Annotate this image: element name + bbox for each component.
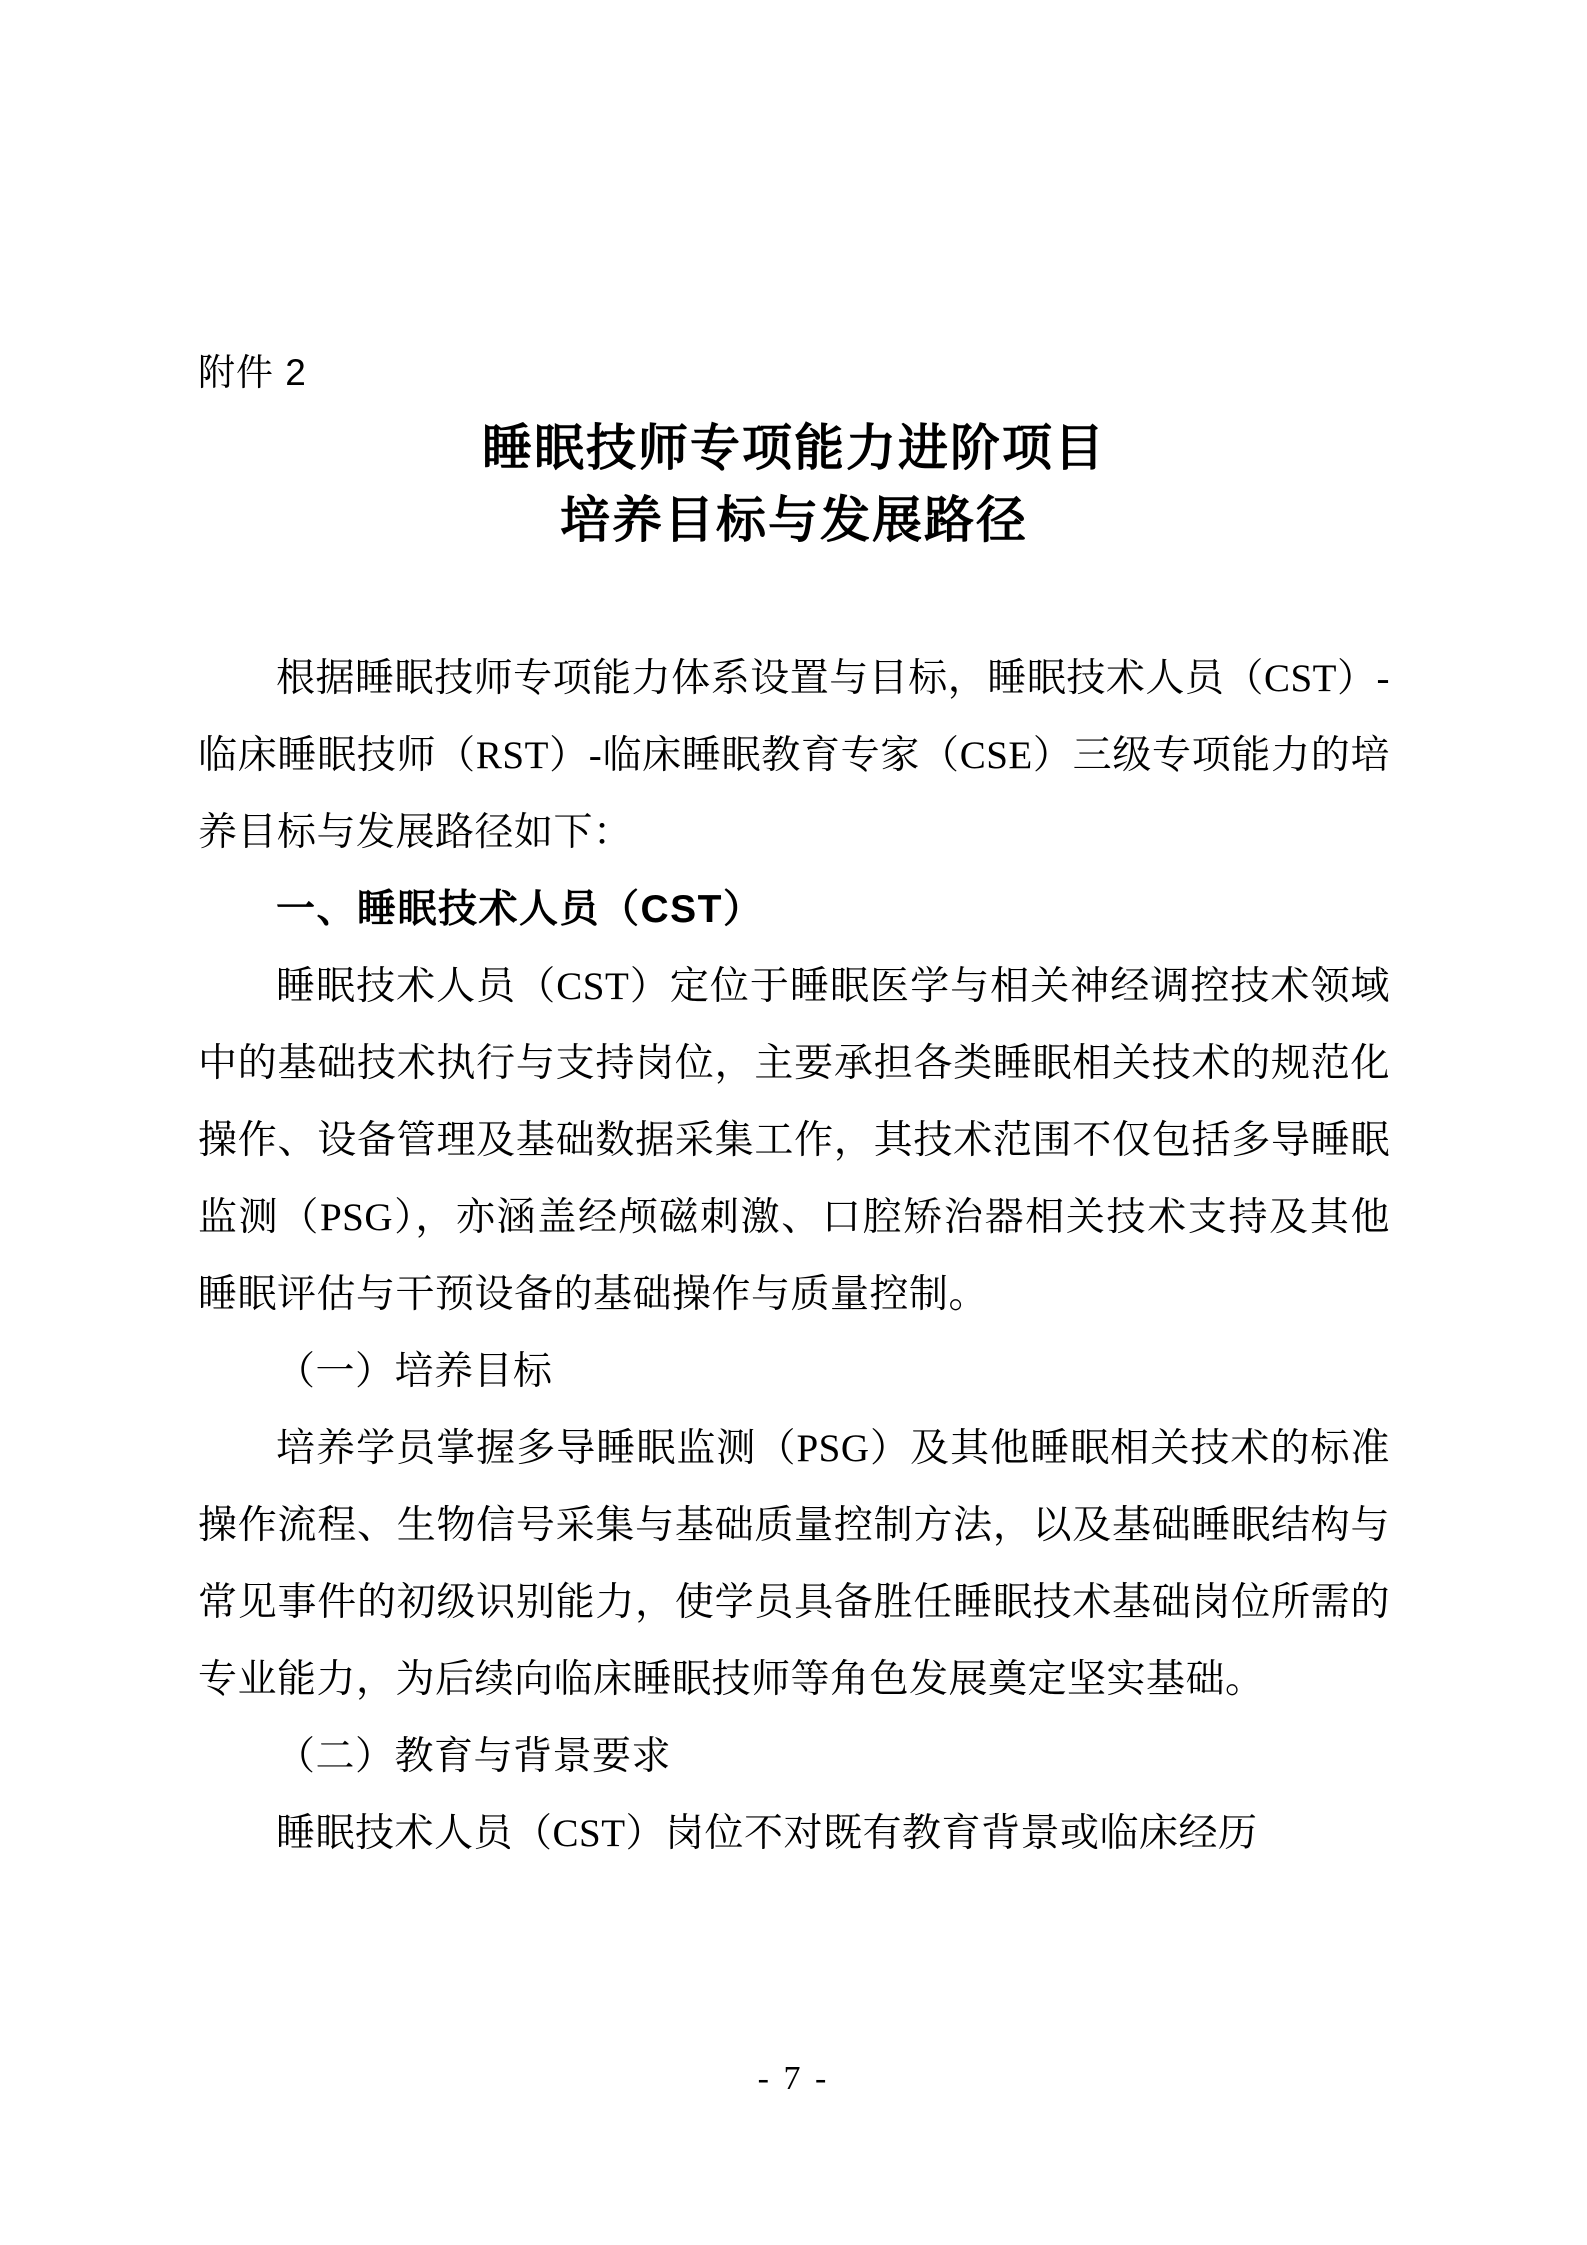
body-paragraph: 睡眠技术人员（CST）岗位不对既有教育背景或临床经历 — [276, 1812, 1258, 1855]
page-title — [198, 412, 1390, 556]
body-paragraph: 培养学员掌握多导睡眠监测（PSG）及其他睡眠相关技术的标准操作流程、生物信号采集与基础质量控制方法，以及基础睡眠结构与常见事件的初级识别能力，使学员具备胜任睡眠技术基础岗位所需的专业能力，为后续向临床睡眠技师等角色发展奠定坚实基础。 — [198, 1427, 1390, 1701]
body-paragraph: 睡眠技术人员（CST）定位于睡眠医学与相关神经调控技术领域中的基础技术执行与支持岗位，主要承担各类睡眠相关技术的规范化操作、设备管理及基础数据采集工作，其技术范围不仅包括多导睡眠监测（PSG），亦涵盖经颅磁刺激、口腔矫治器相关技术支持及其他睡眠评估与干预设备的基础操作与质量控制。 — [198, 965, 1390, 1316]
section-heading: 一、睡眠技术人员（CST） — [276, 888, 764, 931]
attachment-label: 附件 2 — [198, 352, 307, 393]
subsection-heading: （二）教育与背景要求 — [276, 1735, 672, 1778]
body-paragraph: 根据睡眠技师专项能力体系设置与目标，睡眠技术人员（CST）-临床睡眠技师（RST）-临床睡眠教育专家（CSE）三级专项能力的培养目标与发展路径如下： — [198, 657, 1390, 854]
document-body — [198, 640, 1390, 1872]
page-title-line-1: 睡眠技师专项能力进阶项目 — [482, 420, 1106, 476]
subsection-heading: （一）培养目标 — [276, 1350, 553, 1393]
page-title-line-2: 培养目标与发展路径 — [560, 492, 1028, 548]
page-number: - 7 - — [757, 2060, 830, 2097]
